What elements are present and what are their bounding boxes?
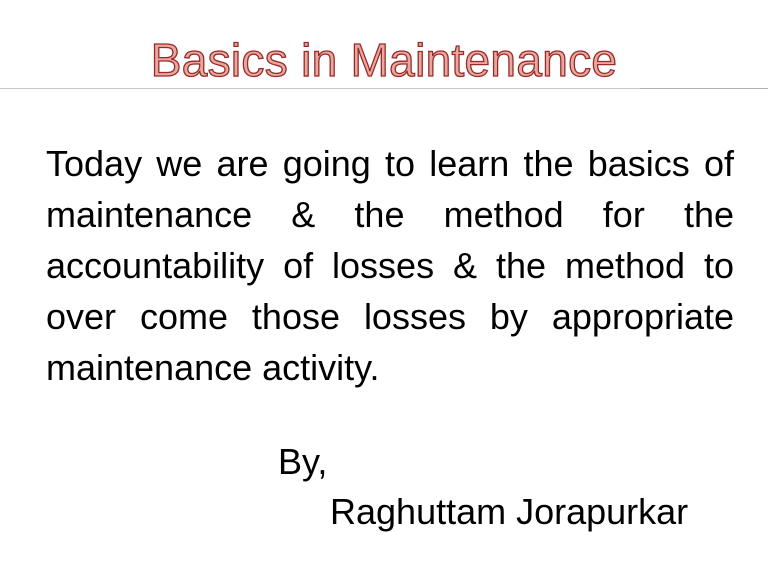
title-divider-accent [640,88,768,89]
author-name: Raghuttam Jorapurkar [330,491,689,532]
slide-body-text: Today we are going to learn the basics of maintenance & the method for the accountability of losses & the method to over come those losses by appropriate maintenance activity. [46,143,734,388]
by-label: By, [278,441,328,482]
slide-title: Basics in Maintenance [150,34,618,86]
